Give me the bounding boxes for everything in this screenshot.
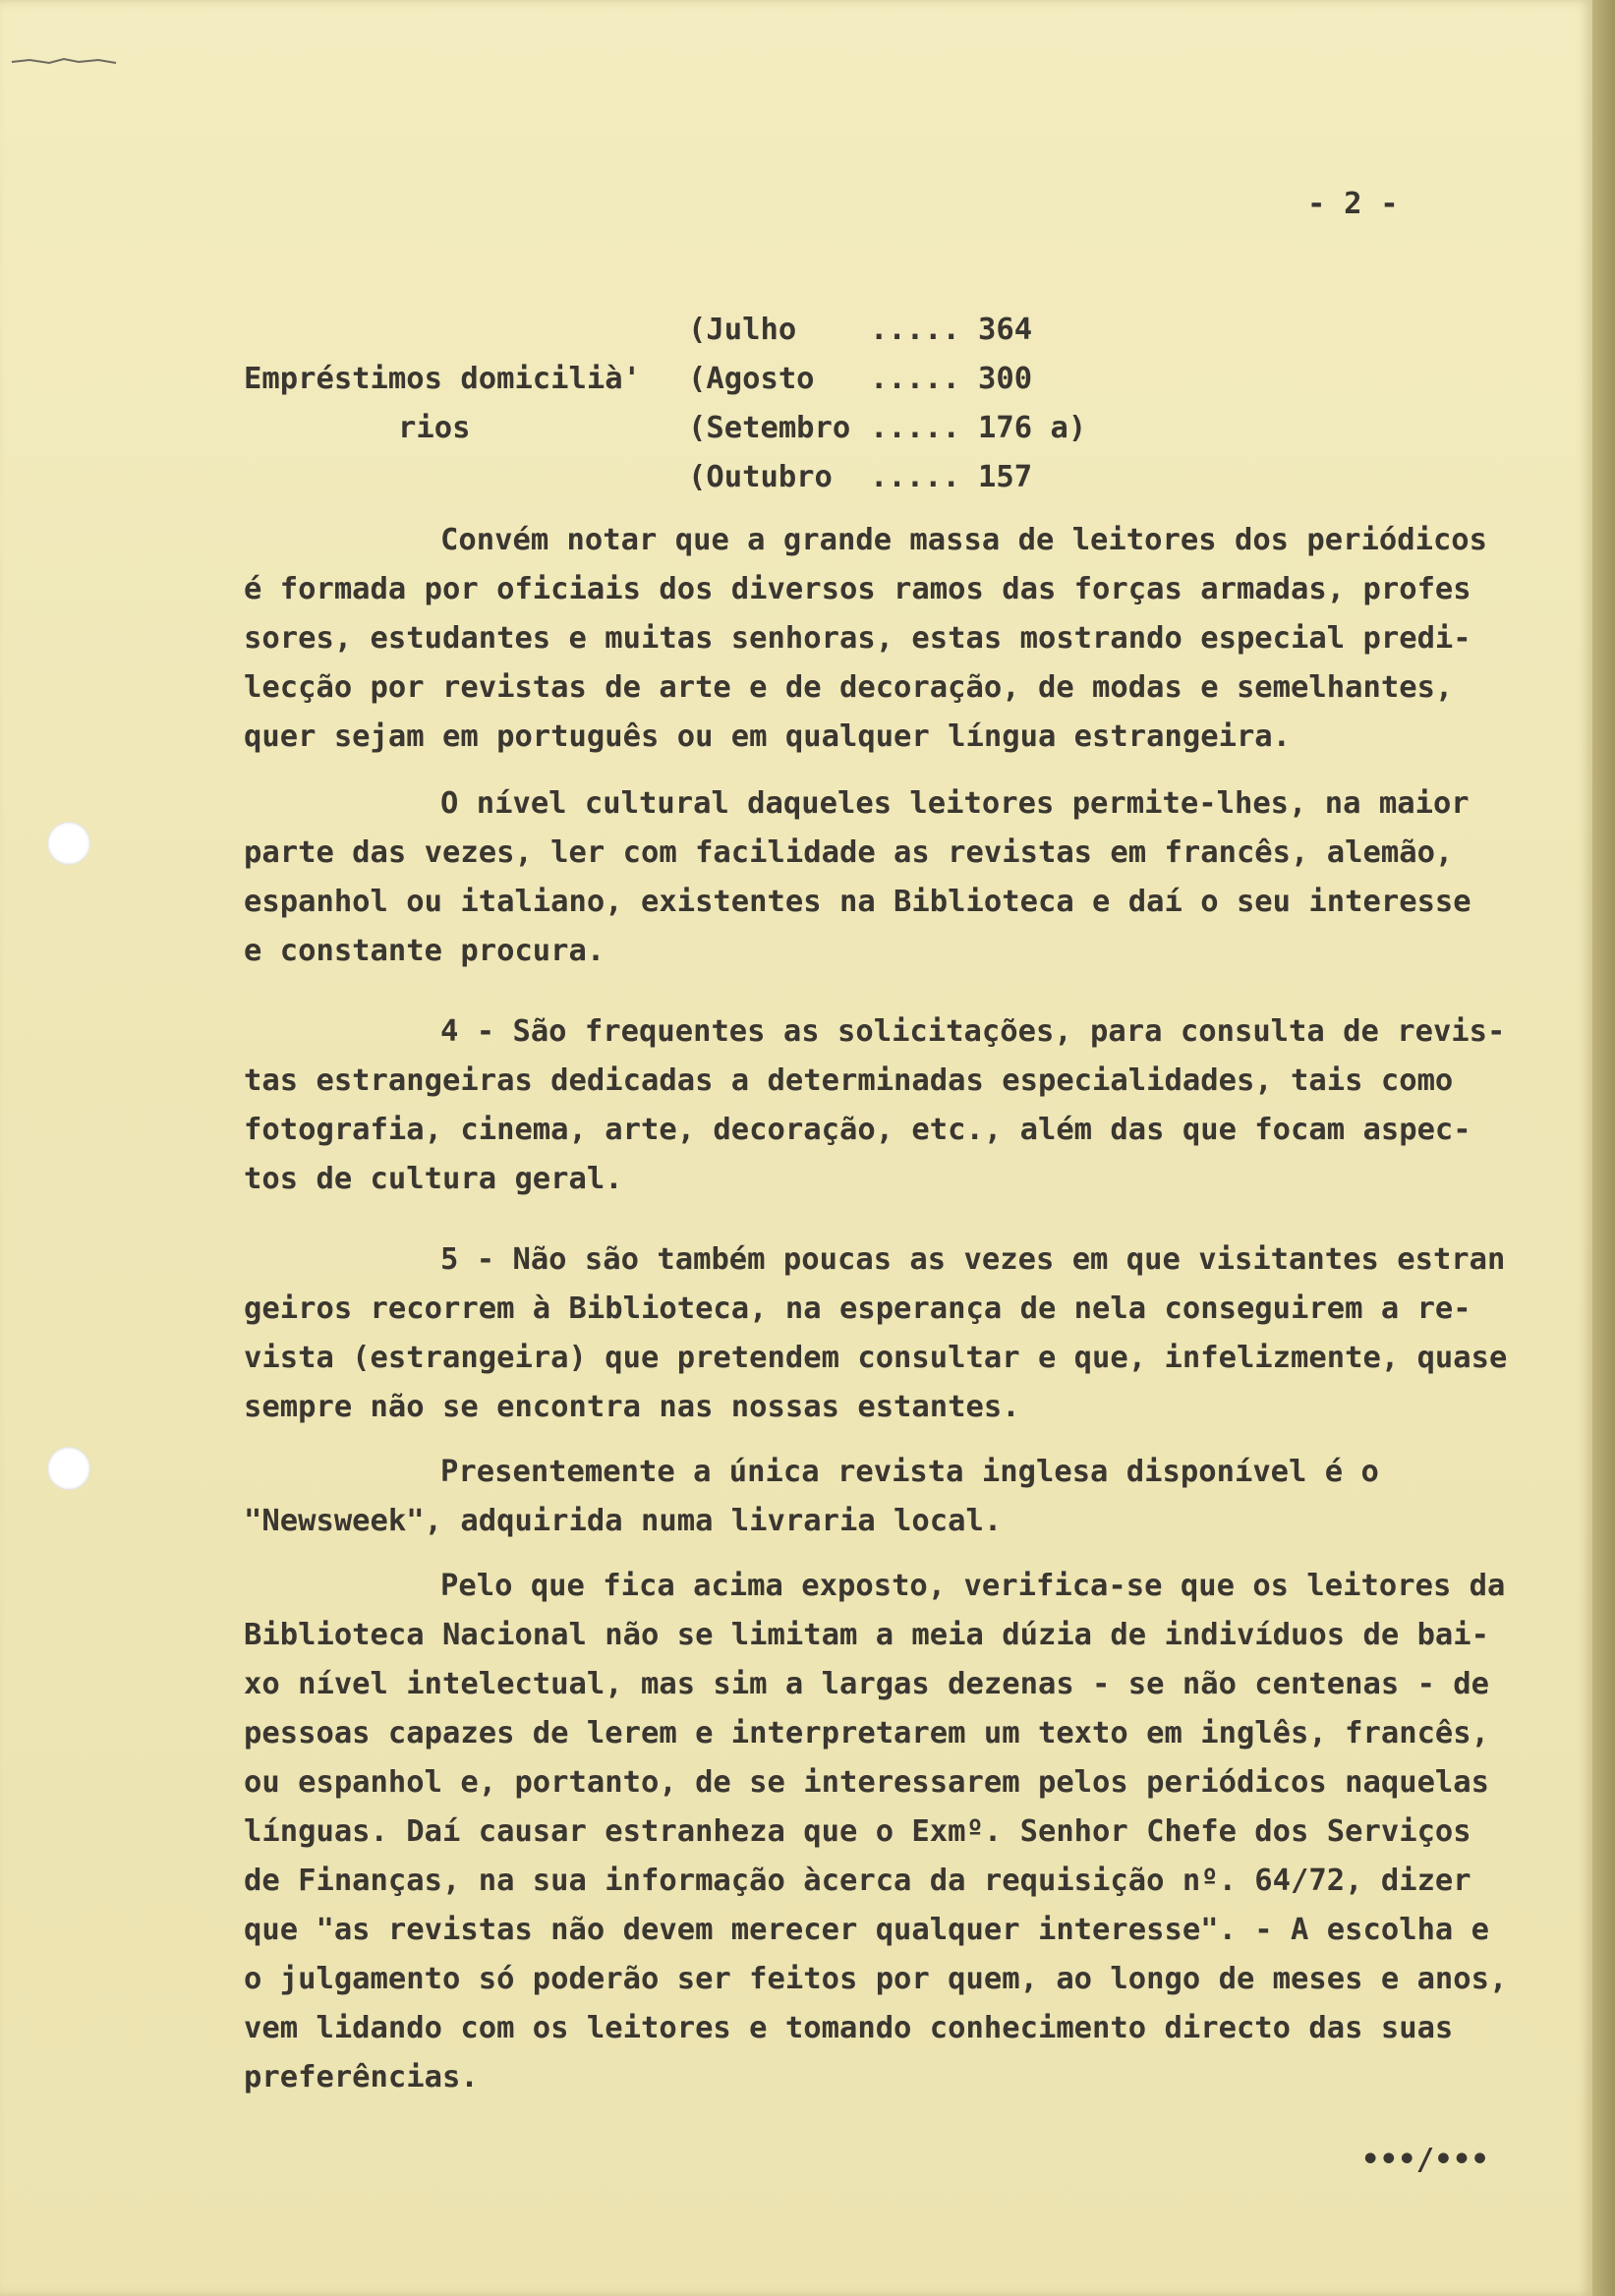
text-line: O nível cultural daqueles leitores permite-lhes, na maior bbox=[440, 786, 1470, 821]
text-line: é formada por oficiais dos diversos ramos das forças armadas, profes bbox=[244, 572, 1471, 606]
text-line: e constante procura. bbox=[244, 934, 606, 968]
page-number: - 2 - bbox=[1307, 187, 1399, 221]
text-line: 5 - Não são também poucas as vezes em que visitantes estran bbox=[440, 1242, 1506, 1277]
loans-row bbox=[688, 460, 1032, 494]
text-line: ou espanhol e, portanto, de se interessarem pelos periódicos naquelas bbox=[244, 1765, 1490, 1800]
continuation-mark: •••/••• bbox=[1361, 2143, 1489, 2177]
month-name: (Setembro bbox=[688, 411, 851, 445]
punch-hole bbox=[47, 822, 90, 865]
pencil-mark bbox=[10, 54, 118, 68]
text-line: o julgamento só poderão ser feitos por quem, ao longo de meses e anos, bbox=[244, 1962, 1508, 1996]
text-line: "Newsweek", adquirida numa livraria local. bbox=[244, 1504, 1003, 1538]
loans-label-line1: Empréstimos domicilià' bbox=[244, 362, 641, 396]
month-name: (Agosto bbox=[688, 362, 815, 396]
text-line: Pelo que fica acima exposto, verifica-se que os leitores da bbox=[440, 1569, 1506, 1603]
text-line: Presentemente a única revista inglesa disponível é o bbox=[440, 1455, 1379, 1489]
text-line: tos de cultura geral. bbox=[244, 1162, 623, 1196]
leader-dots: ..... bbox=[870, 411, 960, 445]
text-line: Convém notar que a grande massa de leitores dos periódicos bbox=[440, 523, 1488, 557]
text-line: de Finanças, na sua informação àcerca da requisição nº. 64/72, dizer bbox=[244, 1864, 1471, 1898]
text-line: pessoas capazes de lerem e interpretarem um texto em inglês, francês, bbox=[244, 1716, 1490, 1751]
loan-count: 157 bbox=[978, 460, 1033, 494]
text-line: vista (estrangeira) que pretendem consultar e que, infelizmente, quase bbox=[244, 1341, 1508, 1375]
loans-row bbox=[688, 362, 1032, 396]
text-line: sores, estudantes e muitas senhoras, estas mostrando especial predi- bbox=[244, 621, 1471, 656]
loan-count: 176 a) bbox=[978, 411, 1087, 445]
text-line: tas estrangeiras dedicadas a determinadas especialidades, tais como bbox=[244, 1063, 1454, 1098]
text-line: 4 - São frequentes as solicitações, para consulta de revis- bbox=[440, 1014, 1506, 1049]
leader-dots: ..... bbox=[870, 313, 960, 347]
loans-row bbox=[688, 313, 1032, 347]
text-line: Biblioteca Nacional não se limitam a meia dúzia de indivíduos de bai- bbox=[244, 1618, 1490, 1652]
loans-label-line2: rios bbox=[398, 411, 471, 445]
loans-row bbox=[688, 411, 1086, 445]
text-line: lecção por revistas de arte e de decoração, de modas e semelhantes, bbox=[244, 670, 1454, 705]
leader-dots: ..... bbox=[870, 460, 960, 494]
text-line: fotografia, cinema, arte, decoração, etc., além das que focam aspec- bbox=[244, 1113, 1471, 1147]
text-line: espanhol ou italiano, existentes na Biblioteca e daí o seu interesse bbox=[244, 885, 1471, 919]
text-line: vem lidando com os leitores e tomando conhecimento directo das suas bbox=[244, 2011, 1454, 2045]
loan-count: 300 bbox=[978, 362, 1033, 396]
text-line: que "as revistas não devem merecer qualquer interesse". - A escolha e bbox=[244, 1913, 1490, 1947]
text-line: parte das vezes, ler com facilidade as revistas em francês, alemão, bbox=[244, 835, 1454, 870]
month-name: (Outubro bbox=[688, 460, 833, 494]
leader-dots: ..... bbox=[870, 362, 960, 396]
text-line: xo nível intelectual, mas sim a largas dezenas - se não centenas - de bbox=[244, 1667, 1490, 1701]
month-name: (Julho bbox=[688, 313, 797, 347]
text-line: sempre não se encontra nas nossas estantes. bbox=[244, 1390, 1020, 1424]
loan-count: 364 bbox=[978, 313, 1033, 347]
text-line: quer sejam em português ou em qualquer língua estrangeira. bbox=[244, 719, 1292, 754]
paper-edge bbox=[1592, 0, 1615, 2296]
text-line: geiros recorrem à Biblioteca, na esperança de nela conseguirem a re- bbox=[244, 1292, 1471, 1326]
text-line: preferências. bbox=[244, 2060, 479, 2095]
punch-hole bbox=[47, 1447, 90, 1490]
text-line: línguas. Daí causar estranheza que o Exmº. Senhor Chefe dos Serviços bbox=[244, 1814, 1471, 1849]
